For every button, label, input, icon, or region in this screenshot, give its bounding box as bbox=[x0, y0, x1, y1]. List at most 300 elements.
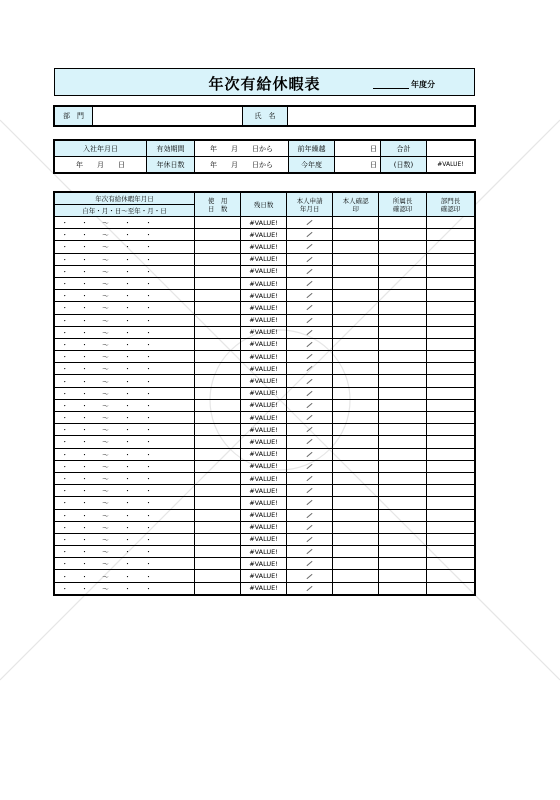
from-month-cell: ・ bbox=[75, 509, 95, 521]
manager-confirm-cell[interactable] bbox=[379, 521, 427, 533]
dept-head-confirm-cell[interactable] bbox=[427, 265, 475, 277]
table-row bbox=[55, 375, 475, 387]
used-days-cell[interactable] bbox=[195, 472, 241, 484]
used-days-cell[interactable] bbox=[195, 399, 241, 411]
request-date-cell[interactable] bbox=[287, 290, 333, 302]
table-row bbox=[55, 302, 475, 314]
slash-mark bbox=[307, 220, 313, 225]
slash-mark bbox=[307, 573, 313, 578]
slash-mark bbox=[307, 403, 313, 408]
request-date-cell[interactable] bbox=[287, 363, 333, 375]
self-confirm-cell[interactable] bbox=[333, 472, 379, 484]
dept-head-confirm-cell[interactable] bbox=[427, 570, 475, 582]
table-row bbox=[55, 521, 475, 533]
used-days-cell[interactable] bbox=[195, 448, 241, 460]
tilde-cell: 〜 bbox=[95, 326, 117, 338]
manager-confirm-cell[interactable] bbox=[379, 460, 427, 472]
to-day-cell bbox=[159, 558, 195, 570]
table-row bbox=[55, 241, 475, 253]
dept-head-confirm-cell[interactable] bbox=[427, 290, 475, 302]
dept-head-confirm-cell[interactable] bbox=[427, 326, 475, 338]
to-year-cell: ・ bbox=[117, 277, 139, 289]
dept-head-confirm-cell[interactable] bbox=[427, 460, 475, 472]
remaining-cell: #VALUE! bbox=[241, 460, 287, 472]
request-date-cell[interactable] bbox=[287, 472, 333, 484]
used-days-cell[interactable] bbox=[195, 509, 241, 521]
manager-confirm-cell[interactable] bbox=[379, 375, 427, 387]
to-day-cell bbox=[159, 351, 195, 363]
dept-head-confirm-cell[interactable] bbox=[427, 521, 475, 533]
tilde-cell: 〜 bbox=[95, 265, 117, 277]
request-date-cell[interactable] bbox=[287, 497, 333, 509]
this-year-value[interactable]: 日 bbox=[335, 157, 381, 173]
manager-confirm-cell[interactable] bbox=[379, 472, 427, 484]
remaining-cell: #VALUE! bbox=[241, 399, 287, 411]
request-date-cell[interactable] bbox=[287, 521, 333, 533]
this-year-label: 今年度 bbox=[289, 157, 335, 173]
manager-confirm-cell[interactable] bbox=[379, 302, 427, 314]
manager-confirm-cell[interactable] bbox=[379, 399, 427, 411]
manager-confirm-cell[interactable] bbox=[379, 497, 427, 509]
from-year-cell: ・ bbox=[55, 533, 75, 545]
slash-mark bbox=[307, 439, 313, 444]
request-date-cell[interactable] bbox=[287, 558, 333, 570]
table-row bbox=[55, 558, 475, 570]
dept-head-confirm-cell[interactable] bbox=[427, 582, 475, 594]
table-row bbox=[55, 399, 475, 411]
table-row bbox=[55, 460, 475, 472]
department-name-table bbox=[54, 106, 475, 126]
self-confirm-cell[interactable] bbox=[333, 485, 379, 497]
self-confirm-cell[interactable] bbox=[333, 570, 379, 582]
total-blank bbox=[427, 141, 475, 157]
from-month-cell: ・ bbox=[75, 521, 95, 533]
used-days-cell[interactable] bbox=[195, 424, 241, 436]
dept-head-confirm-cell[interactable] bbox=[427, 424, 475, 436]
request-date-cell[interactable] bbox=[287, 326, 333, 338]
to-day-cell bbox=[159, 472, 195, 484]
tilde-cell: 〜 bbox=[95, 533, 117, 545]
from-year-cell: ・ bbox=[55, 314, 75, 326]
dept-head-confirm-cell[interactable] bbox=[427, 277, 475, 289]
used-days-cell[interactable] bbox=[195, 265, 241, 277]
request-date-cell[interactable] bbox=[287, 302, 333, 314]
dept-head-confirm-cell[interactable] bbox=[427, 497, 475, 509]
used-days-cell[interactable] bbox=[195, 412, 241, 424]
slash-mark bbox=[307, 476, 313, 481]
page-title: 年次有給休暇表 bbox=[208, 75, 321, 93]
tilde-cell: 〜 bbox=[95, 424, 117, 436]
used-days-cell[interactable] bbox=[195, 375, 241, 387]
self-confirm-cell[interactable] bbox=[333, 412, 379, 424]
request-date-cell[interactable] bbox=[287, 509, 333, 521]
to-month-cell: ・ bbox=[139, 265, 159, 277]
dept-head-confirm-cell[interactable] bbox=[427, 217, 475, 229]
dept-head-confirm-cell[interactable] bbox=[427, 302, 475, 314]
used-days-cell[interactable] bbox=[195, 497, 241, 509]
manager-confirm-cell[interactable] bbox=[379, 314, 427, 326]
slash-mark bbox=[307, 366, 313, 371]
request-date-cell[interactable] bbox=[287, 412, 333, 424]
request-date-cell[interactable] bbox=[287, 485, 333, 497]
used-days-cell[interactable] bbox=[195, 558, 241, 570]
used-days-cell[interactable] bbox=[195, 302, 241, 314]
request-date-cell[interactable] bbox=[287, 582, 333, 594]
self-confirm-cell[interactable] bbox=[333, 558, 379, 570]
self-confirm-cell[interactable] bbox=[333, 436, 379, 448]
to-year-cell: ・ bbox=[117, 424, 139, 436]
remaining-cell: #VALUE! bbox=[241, 351, 287, 363]
manager-confirm-cell[interactable] bbox=[379, 582, 427, 594]
to-month-cell: ・ bbox=[139, 229, 159, 241]
request-date-cell[interactable] bbox=[287, 375, 333, 387]
to-year-cell: ・ bbox=[117, 399, 139, 411]
to-month-cell: ・ bbox=[139, 533, 159, 545]
dept-head-confirm-cell[interactable] bbox=[427, 241, 475, 253]
slash-mark bbox=[307, 317, 313, 322]
used-days-cell[interactable] bbox=[195, 217, 241, 229]
self-confirm-cell[interactable] bbox=[333, 546, 379, 558]
slash-mark bbox=[307, 354, 313, 359]
request-date-cell[interactable] bbox=[287, 399, 333, 411]
from-month-cell: ・ bbox=[75, 472, 95, 484]
to-month-cell: ・ bbox=[139, 351, 159, 363]
dept-head-confirm-cell[interactable] bbox=[427, 412, 475, 424]
request-date-header: 本人申請 年月日 bbox=[287, 193, 333, 217]
manager-confirm-cell[interactable] bbox=[379, 277, 427, 289]
request-date-cell[interactable] bbox=[287, 351, 333, 363]
self-confirm-cell[interactable] bbox=[333, 460, 379, 472]
table-row bbox=[55, 570, 475, 582]
manager-confirm-cell[interactable] bbox=[379, 351, 427, 363]
from-year-cell: ・ bbox=[55, 253, 75, 265]
slash-mark bbox=[307, 464, 313, 469]
manager-confirm-cell[interactable] bbox=[379, 546, 427, 558]
dept-head-confirm-cell[interactable] bbox=[427, 448, 475, 460]
from-year-cell: ・ bbox=[55, 375, 75, 387]
dept-head-confirm-cell[interactable] bbox=[427, 558, 475, 570]
to-month-cell: ・ bbox=[139, 363, 159, 375]
tilde-cell: 〜 bbox=[95, 460, 117, 472]
self-confirm-cell[interactable] bbox=[333, 229, 379, 241]
request-date-cell[interactable] bbox=[287, 436, 333, 448]
annual-days-label: 年休日数 bbox=[147, 157, 195, 173]
self-confirm-cell[interactable] bbox=[333, 253, 379, 265]
from-month-cell: ・ bbox=[75, 460, 95, 472]
remaining-cell: #VALUE! bbox=[241, 424, 287, 436]
self-confirm-cell[interactable] bbox=[333, 217, 379, 229]
remaining-cell: #VALUE! bbox=[241, 314, 287, 326]
manager-confirm-cell[interactable] bbox=[379, 485, 427, 497]
self-confirm-cell[interactable] bbox=[333, 375, 379, 387]
dept-head-confirm-header: 部門長 確認印 bbox=[427, 193, 475, 217]
tilde-cell: 〜 bbox=[95, 521, 117, 533]
dept-head-confirm-cell[interactable] bbox=[427, 314, 475, 326]
manager-confirm-cell[interactable] bbox=[379, 241, 427, 253]
self-confirm-cell[interactable] bbox=[333, 497, 379, 509]
used-days-cell[interactable] bbox=[195, 277, 241, 289]
slash-mark bbox=[307, 561, 313, 566]
dept-head-confirm-cell[interactable] bbox=[427, 338, 475, 350]
from-year-cell: ・ bbox=[55, 460, 75, 472]
to-year-cell: ・ bbox=[117, 387, 139, 399]
to-year-cell: ・ bbox=[117, 217, 139, 229]
used-days-cell[interactable] bbox=[195, 582, 241, 594]
table-row bbox=[55, 472, 475, 484]
used-days-cell[interactable] bbox=[195, 253, 241, 265]
table-row bbox=[55, 485, 475, 497]
period-header: 年次有給休暇年月日 bbox=[55, 193, 195, 205]
manager-confirm-cell[interactable] bbox=[379, 436, 427, 448]
self-confirm-cell[interactable] bbox=[333, 277, 379, 289]
to-day-cell bbox=[159, 229, 195, 241]
manager-confirm-cell[interactable] bbox=[379, 387, 427, 399]
dept-head-confirm-cell[interactable] bbox=[427, 229, 475, 241]
tilde-cell: 〜 bbox=[95, 241, 117, 253]
self-confirm-cell[interactable] bbox=[333, 351, 379, 363]
from-year-cell: ・ bbox=[55, 229, 75, 241]
remaining-cell: #VALUE! bbox=[241, 217, 287, 229]
manager-confirm-cell[interactable] bbox=[379, 424, 427, 436]
remaining-cell: #VALUE! bbox=[241, 302, 287, 314]
dept-head-confirm-cell[interactable] bbox=[427, 472, 475, 484]
slash-mark bbox=[307, 281, 313, 286]
from-year-cell: ・ bbox=[55, 265, 75, 277]
manager-confirm-cell[interactable] bbox=[379, 363, 427, 375]
join-date-value[interactable]: 年 月 日 bbox=[55, 157, 147, 173]
from-month-cell: ・ bbox=[75, 448, 95, 460]
table-row bbox=[55, 290, 475, 302]
remaining-cell: #VALUE! bbox=[241, 277, 287, 289]
used-days-cell[interactable] bbox=[195, 521, 241, 533]
to-day-cell bbox=[159, 387, 195, 399]
remaining-cell: #VALUE! bbox=[241, 229, 287, 241]
join-date-label: 入社年月日 bbox=[55, 141, 147, 157]
self-confirm-cell[interactable] bbox=[333, 521, 379, 533]
manager-confirm-cell[interactable] bbox=[379, 570, 427, 582]
used-days-cell[interactable] bbox=[195, 546, 241, 558]
to-year-cell: ・ bbox=[117, 521, 139, 533]
manager-confirm-cell[interactable] bbox=[379, 229, 427, 241]
manager-confirm-cell[interactable] bbox=[379, 533, 427, 545]
dept-head-confirm-cell[interactable] bbox=[427, 387, 475, 399]
prev-carryover-label: 前年繰越 bbox=[289, 141, 335, 157]
to-year-cell: ・ bbox=[117, 509, 139, 521]
request-date-cell[interactable] bbox=[287, 546, 333, 558]
from-month-cell: ・ bbox=[75, 351, 95, 363]
dept-head-confirm-cell[interactable] bbox=[427, 533, 475, 545]
slash-mark bbox=[307, 427, 313, 432]
table-row bbox=[55, 253, 475, 265]
to-year-cell: ・ bbox=[117, 533, 139, 545]
dept-field[interactable] bbox=[93, 107, 243, 126]
manager-confirm-cell[interactable] bbox=[379, 265, 427, 277]
self-confirm-header: 本人確認 印 bbox=[333, 193, 379, 217]
request-date-cell[interactable] bbox=[287, 253, 333, 265]
from-year-cell: ・ bbox=[55, 399, 75, 411]
used-days-cell[interactable] bbox=[195, 533, 241, 545]
used-days-cell[interactable] bbox=[195, 351, 241, 363]
request-date-cell[interactable] bbox=[287, 387, 333, 399]
manager-confirm-cell[interactable] bbox=[379, 290, 427, 302]
slash-mark bbox=[307, 500, 313, 505]
used-days-cell[interactable] bbox=[195, 485, 241, 497]
dept-head-confirm-cell[interactable] bbox=[427, 509, 475, 521]
used-days-cell[interactable] bbox=[195, 241, 241, 253]
slash-mark bbox=[307, 232, 313, 237]
tilde-cell: 〜 bbox=[95, 363, 117, 375]
to-year-cell: ・ bbox=[117, 363, 139, 375]
slash-mark bbox=[307, 293, 313, 298]
slash-mark bbox=[307, 452, 313, 457]
self-confirm-cell[interactable] bbox=[333, 424, 379, 436]
from-year-cell: ・ bbox=[55, 497, 75, 509]
tilde-cell: 〜 bbox=[95, 546, 117, 558]
used-days-cell[interactable] bbox=[195, 338, 241, 350]
tilde-cell: 〜 bbox=[95, 302, 117, 314]
from-year-cell: ・ bbox=[55, 521, 75, 533]
tilde-cell: 〜 bbox=[95, 472, 117, 484]
from-month-cell: ・ bbox=[75, 290, 95, 302]
manager-confirm-cell[interactable] bbox=[379, 412, 427, 424]
table-row bbox=[55, 387, 475, 399]
year-blank-line bbox=[373, 88, 409, 89]
manager-confirm-cell[interactable] bbox=[379, 217, 427, 229]
self-confirm-cell[interactable] bbox=[333, 241, 379, 253]
manager-confirm-cell[interactable] bbox=[379, 558, 427, 570]
from-month-cell: ・ bbox=[75, 277, 95, 289]
remaining-header: 残日数 bbox=[241, 193, 287, 217]
request-date-cell[interactable] bbox=[287, 448, 333, 460]
used-days-cell[interactable] bbox=[195, 387, 241, 399]
request-date-cell[interactable] bbox=[287, 265, 333, 277]
dept-head-confirm-cell[interactable] bbox=[427, 375, 475, 387]
request-date-cell[interactable] bbox=[287, 570, 333, 582]
from-month-cell: ・ bbox=[75, 387, 95, 399]
manager-confirm-cell[interactable] bbox=[379, 338, 427, 350]
dept-head-confirm-cell[interactable] bbox=[427, 351, 475, 363]
request-date-cell[interactable] bbox=[287, 314, 333, 326]
from-month-cell: ・ bbox=[75, 546, 95, 558]
used-days-cell[interactable] bbox=[195, 326, 241, 338]
slash-mark bbox=[307, 257, 313, 262]
self-confirm-cell[interactable] bbox=[333, 302, 379, 314]
self-confirm-cell[interactable] bbox=[333, 533, 379, 545]
request-date-cell[interactable] bbox=[287, 217, 333, 229]
to-year-cell: ・ bbox=[117, 326, 139, 338]
remaining-cell: #VALUE! bbox=[241, 509, 287, 521]
to-year-cell: ・ bbox=[117, 436, 139, 448]
from-year-cell: ・ bbox=[55, 363, 75, 375]
tilde-cell: 〜 bbox=[95, 570, 117, 582]
request-date-cell[interactable] bbox=[287, 460, 333, 472]
to-day-cell bbox=[159, 436, 195, 448]
self-confirm-cell[interactable] bbox=[333, 326, 379, 338]
self-confirm-cell[interactable] bbox=[333, 338, 379, 350]
to-month-cell: ・ bbox=[139, 302, 159, 314]
remaining-cell: #VALUE! bbox=[241, 582, 287, 594]
dept-head-confirm-cell[interactable] bbox=[427, 485, 475, 497]
to-year-cell: ・ bbox=[117, 351, 139, 363]
dept-head-confirm-cell[interactable] bbox=[427, 436, 475, 448]
manager-confirm-cell[interactable] bbox=[379, 509, 427, 521]
self-confirm-cell[interactable] bbox=[333, 290, 379, 302]
dept-head-confirm-cell[interactable] bbox=[427, 399, 475, 411]
self-confirm-cell[interactable] bbox=[333, 509, 379, 521]
to-month-cell: ・ bbox=[139, 375, 159, 387]
prev-carryover-value[interactable]: 日 bbox=[335, 141, 381, 157]
self-confirm-cell[interactable] bbox=[333, 363, 379, 375]
self-confirm-cell[interactable] bbox=[333, 399, 379, 411]
name-field[interactable] bbox=[288, 107, 475, 126]
from-year-cell: ・ bbox=[55, 558, 75, 570]
self-confirm-cell[interactable] bbox=[333, 448, 379, 460]
tilde-cell: 〜 bbox=[95, 399, 117, 411]
to-day-cell bbox=[159, 363, 195, 375]
request-date-cell[interactable] bbox=[287, 533, 333, 545]
to-year-cell: ・ bbox=[117, 338, 139, 350]
to-year-cell: ・ bbox=[117, 546, 139, 558]
to-day-cell bbox=[159, 241, 195, 253]
from-month-cell: ・ bbox=[75, 412, 95, 424]
self-confirm-cell[interactable] bbox=[333, 582, 379, 594]
request-date-cell[interactable] bbox=[287, 277, 333, 289]
remaining-cell: #VALUE! bbox=[241, 363, 287, 375]
request-date-cell[interactable] bbox=[287, 229, 333, 241]
table-row bbox=[55, 217, 475, 229]
tilde-cell: 〜 bbox=[95, 338, 117, 350]
to-day-cell bbox=[159, 399, 195, 411]
used-days-cell[interactable] bbox=[195, 460, 241, 472]
to-month-cell: ・ bbox=[139, 558, 159, 570]
request-date-cell[interactable] bbox=[287, 241, 333, 253]
remaining-cell: #VALUE! bbox=[241, 485, 287, 497]
dept-head-confirm-cell[interactable] bbox=[427, 546, 475, 558]
to-year-cell: ・ bbox=[117, 290, 139, 302]
remaining-cell: #VALUE! bbox=[241, 436, 287, 448]
self-confirm-cell[interactable] bbox=[333, 314, 379, 326]
used-days-cell[interactable] bbox=[195, 570, 241, 582]
used-days-cell[interactable] bbox=[195, 436, 241, 448]
from-year-cell: ・ bbox=[55, 570, 75, 582]
manager-confirm-cell[interactable] bbox=[379, 253, 427, 265]
self-confirm-cell[interactable] bbox=[333, 387, 379, 399]
request-date-cell[interactable] bbox=[287, 424, 333, 436]
days-from[interactable]: 年 月 日から bbox=[195, 157, 289, 173]
table-row bbox=[55, 326, 475, 338]
used-days-cell[interactable] bbox=[195, 229, 241, 241]
dept-head-confirm-cell[interactable] bbox=[427, 253, 475, 265]
validity-from[interactable]: 年 月 日から bbox=[195, 141, 289, 157]
slash-mark bbox=[307, 586, 313, 591]
to-month-cell: ・ bbox=[139, 472, 159, 484]
from-month-cell: ・ bbox=[75, 436, 95, 448]
used-days-cell[interactable] bbox=[195, 314, 241, 326]
from-month-cell: ・ bbox=[75, 363, 95, 375]
manager-confirm-cell[interactable] bbox=[379, 448, 427, 460]
remaining-cell: #VALUE! bbox=[241, 497, 287, 509]
tilde-cell: 〜 bbox=[95, 290, 117, 302]
self-confirm-cell[interactable] bbox=[333, 265, 379, 277]
request-date-cell[interactable] bbox=[287, 338, 333, 350]
total-label: 合計 bbox=[381, 141, 427, 157]
to-day-cell bbox=[159, 485, 195, 497]
used-days-cell[interactable] bbox=[195, 363, 241, 375]
from-year-cell: ・ bbox=[55, 290, 75, 302]
manager-confirm-cell[interactable] bbox=[379, 326, 427, 338]
dept-head-confirm-cell[interactable] bbox=[427, 363, 475, 375]
used-days-cell[interactable] bbox=[195, 290, 241, 302]
